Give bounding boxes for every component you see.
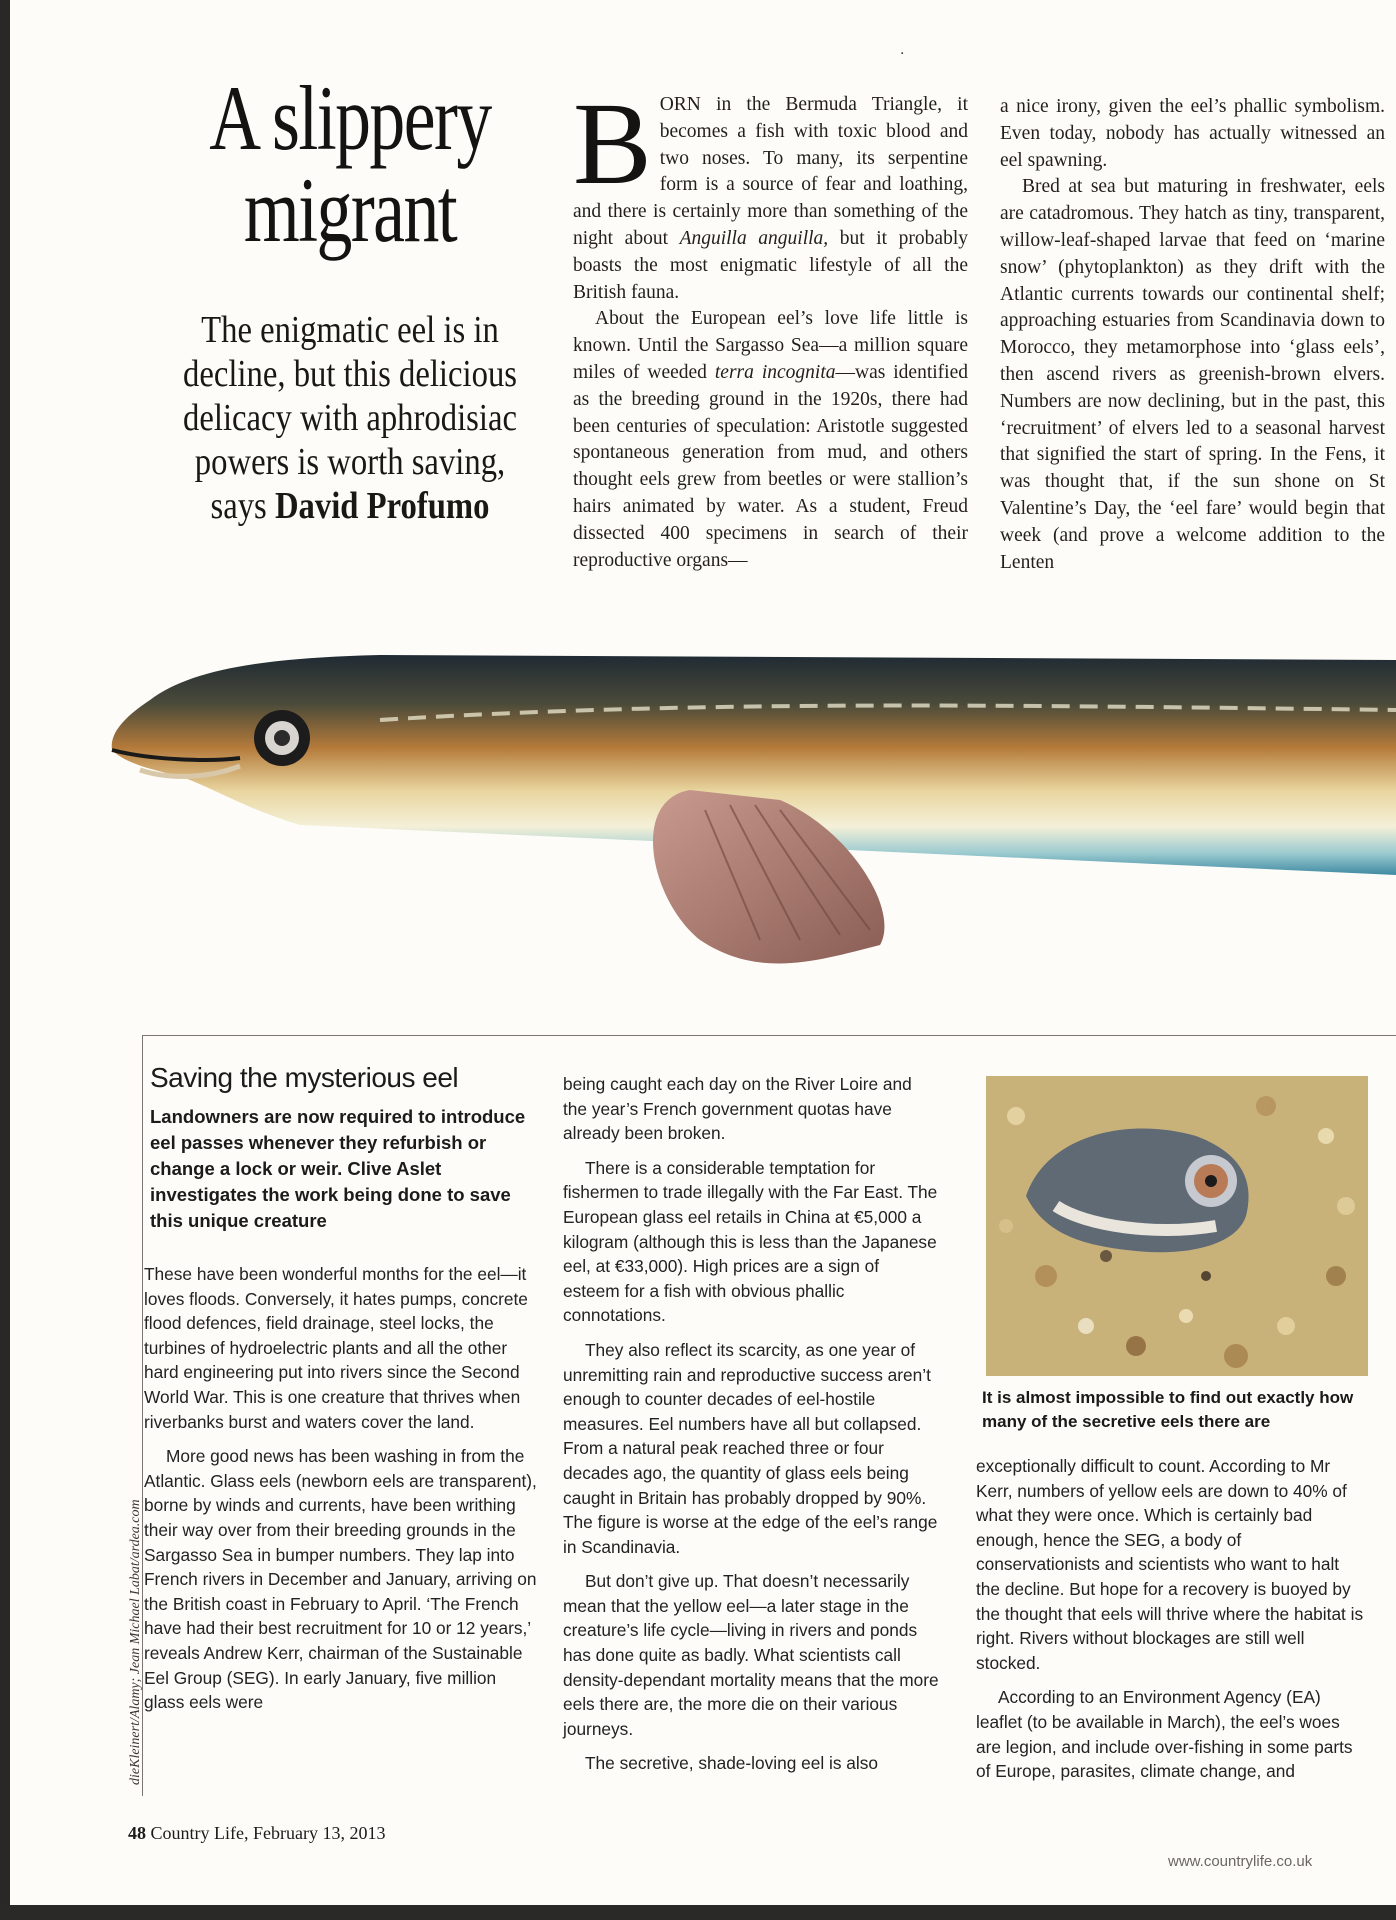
page-folio — [128, 1823, 385, 1844]
species-name: Anguilla anguilla, — [679, 227, 829, 249]
body-paragraph-3: a nice irony, given the eel’s phallic symbolism. Even today, nobody has actually witnessed an eel spawning. — [1000, 96, 1385, 171]
byline-author: David Profumo — [274, 485, 490, 527]
publication-date: Country Life, February 13, 2013 — [150, 1823, 386, 1843]
website-url: www.countrylife.co.uk — [1168, 1853, 1313, 1870]
body-paragraph-1 — [573, 78, 968, 306]
sidebar-paragraph: being caught each day on the River Loire and the year’s French government quotas have already been broken. — [563, 1074, 912, 1144]
sidebar-column-2 — [563, 1072, 939, 1786]
body-text: About the European eel’s love life little is known. Until the Sargasso Sea—a million square miles of weeded — [573, 308, 968, 383]
body-paragraph-4: Bred at sea but maturing in freshwater, eels are catadromous. They hatch as tiny, transparent, willow-leaf-shaped larvae that feed on ‘marine snow’ (phytoplankton) as they drift with the Atlantic currents towards our continental shelf; approaching estuaries from Scandinavia down to Morocco, they metamorphose into ‘glass eels’, then ascend rivers as greenish-brown elvers. Numbers are now declining, but in the past, this ‘recruitment’ of elvers led to a seasonal harvest that signified the start of spring. In the Fens, it was thought that, if the sun shone on St Valentine’s Day, the ‘eel fare’ would begin that week (and prove a welcome addition to the Lenten — [1000, 176, 1385, 573]
eel-illustration — [0, 640, 1396, 1040]
body-text: but it probably boasts the most enigmatic lifestyle of all the British fauna. — [573, 227, 968, 303]
drop-cap: B — [573, 78, 652, 209]
sidebar-paragraph: These have been wonderful months for the eel—it loves floods. Conversely, it hates pumps, concrete flood defences, field drainage, steel locks, the turbines of hydroelectric plants and all the other hard engineering put into rivers since the Second World War. This is one creature that thrives when riverbanks burst and waters cover the land. — [144, 1264, 528, 1432]
sidebar-standfirst: Landowners are now required to introduce eel passes whenever they refurbish or change a lock or weir. Clive Aslet investigates the work being done to save this unique creature — [150, 1106, 526, 1231]
sidebar-paragraph: According to an Environment Agency (EA) leaflet (to be available in March), the eel’s woes are legion, and include over-fishing in some parts of Europe, parasites, climate change, and — [976, 1687, 1353, 1782]
print-mark: · — [900, 46, 905, 62]
body-text: —was identified as the breeding ground in the 1920s, there had been centuries of speculation: Aristotle suggested spontaneous generation from mud, and others thought eels grew from beetles or were stallion’s hairs animated by water. As a student, Freud dissected 400 specimens in search of their reproductive organs— — [573, 361, 968, 571]
sidebar-paragraph: But don’t give up. That doesn’t necessarily mean that the yellow eel—a later stage in the creature’s life cycle—living in rivers and ponds has done quite as badly. What scientists call density-dependant mortality means that the more eels there are, the more die on their various journeys. — [563, 1571, 939, 1739]
body-column-2 — [1000, 94, 1385, 576]
eel-photo — [986, 1076, 1368, 1376]
sidebar-paragraph: exceptionally difficult to count. According to Mr Kerr, numbers of yellow eels are down to 40% of what they were once. Which is certainly bad enough, hence the SEG, a body of conservationists and scientists who want to halt the decline. But hope for a recovery is buoyed by the thought that eels will thrive where the habitat is right. Rivers without blockages are still well stocked. — [976, 1456, 1364, 1673]
sidebar-paragraph: They also reflect its scarcity, as one year of unremitting rain and reproductive success aren’t enough to counter decades of eel-hostile measures. Eel numbers have all but collapsed. From a natural peak reached three or four decades ago, the quantity of glass eels being caught in Britain has probably dropped by 90%. The figure is worse at the edge of the eel’s range in Scandinavia. — [563, 1339, 938, 1557]
page-bottom-edge — [0, 1905, 1396, 1920]
sidebar-paragraph: The secretive, shade-loving eel is also — [585, 1753, 878, 1774]
body-paragraph-2 — [573, 306, 968, 574]
photo-caption: It is almost impossible to find out exactly how many of the secretive eels there are — [982, 1388, 1354, 1431]
deck-text: The enigmatic eel is in decline, but this delicious delicacy with aphrodisiac powers is worth saving, says — [182, 309, 518, 527]
body-column-1 — [573, 78, 968, 574]
deck — [169, 308, 530, 528]
page-number: 48 — [128, 1823, 146, 1843]
sidebar-column-3 — [976, 1454, 1364, 1794]
headline: A slippery migrant — [209, 67, 491, 261]
sidebar-paragraph: More good news has been washing in from the Atlantic. Glass eels (newborn eels are transparent), borne by winds and currents, have been writhing their way over from their breeding grounds in the Sargasso Sea in bumper numbers. They lap into French rivers in December and January, arriving on the British coast in February to April. ‘The French have had their best recruitment for 10 or 12 years,’ reveals Andrew Kerr, chairman of the Sustainable Eel Group (SEG). In early January, five million glass eels were — [144, 1446, 537, 1713]
italic-term: terra incognita — [714, 361, 836, 383]
sidebar-column-1 — [144, 1262, 537, 1725]
sidebar-title: Saving the mysterious eel — [150, 1062, 459, 1093]
photo-credit: dieKleinert/Alamy; Jean Michael Labat/ardea.com — [128, 1499, 143, 1785]
sidebar-paragraph: There is a considerable temptation for fishermen to trade illegally with the Far East. The European glass eel retails in China at €5,000 a kilogram (although this is less than the Japanese eel, at €33,000). High prices are a sign of esteem for a fish with obvious phallic connotations. — [563, 1157, 938, 1326]
body-text: ORN in the Bermuda Triangle, it becomes a fish with toxic blood and two noses. To many, its serpentine form is a source of fear and loathing, and there is certainly more than something of the night about — [573, 94, 968, 249]
